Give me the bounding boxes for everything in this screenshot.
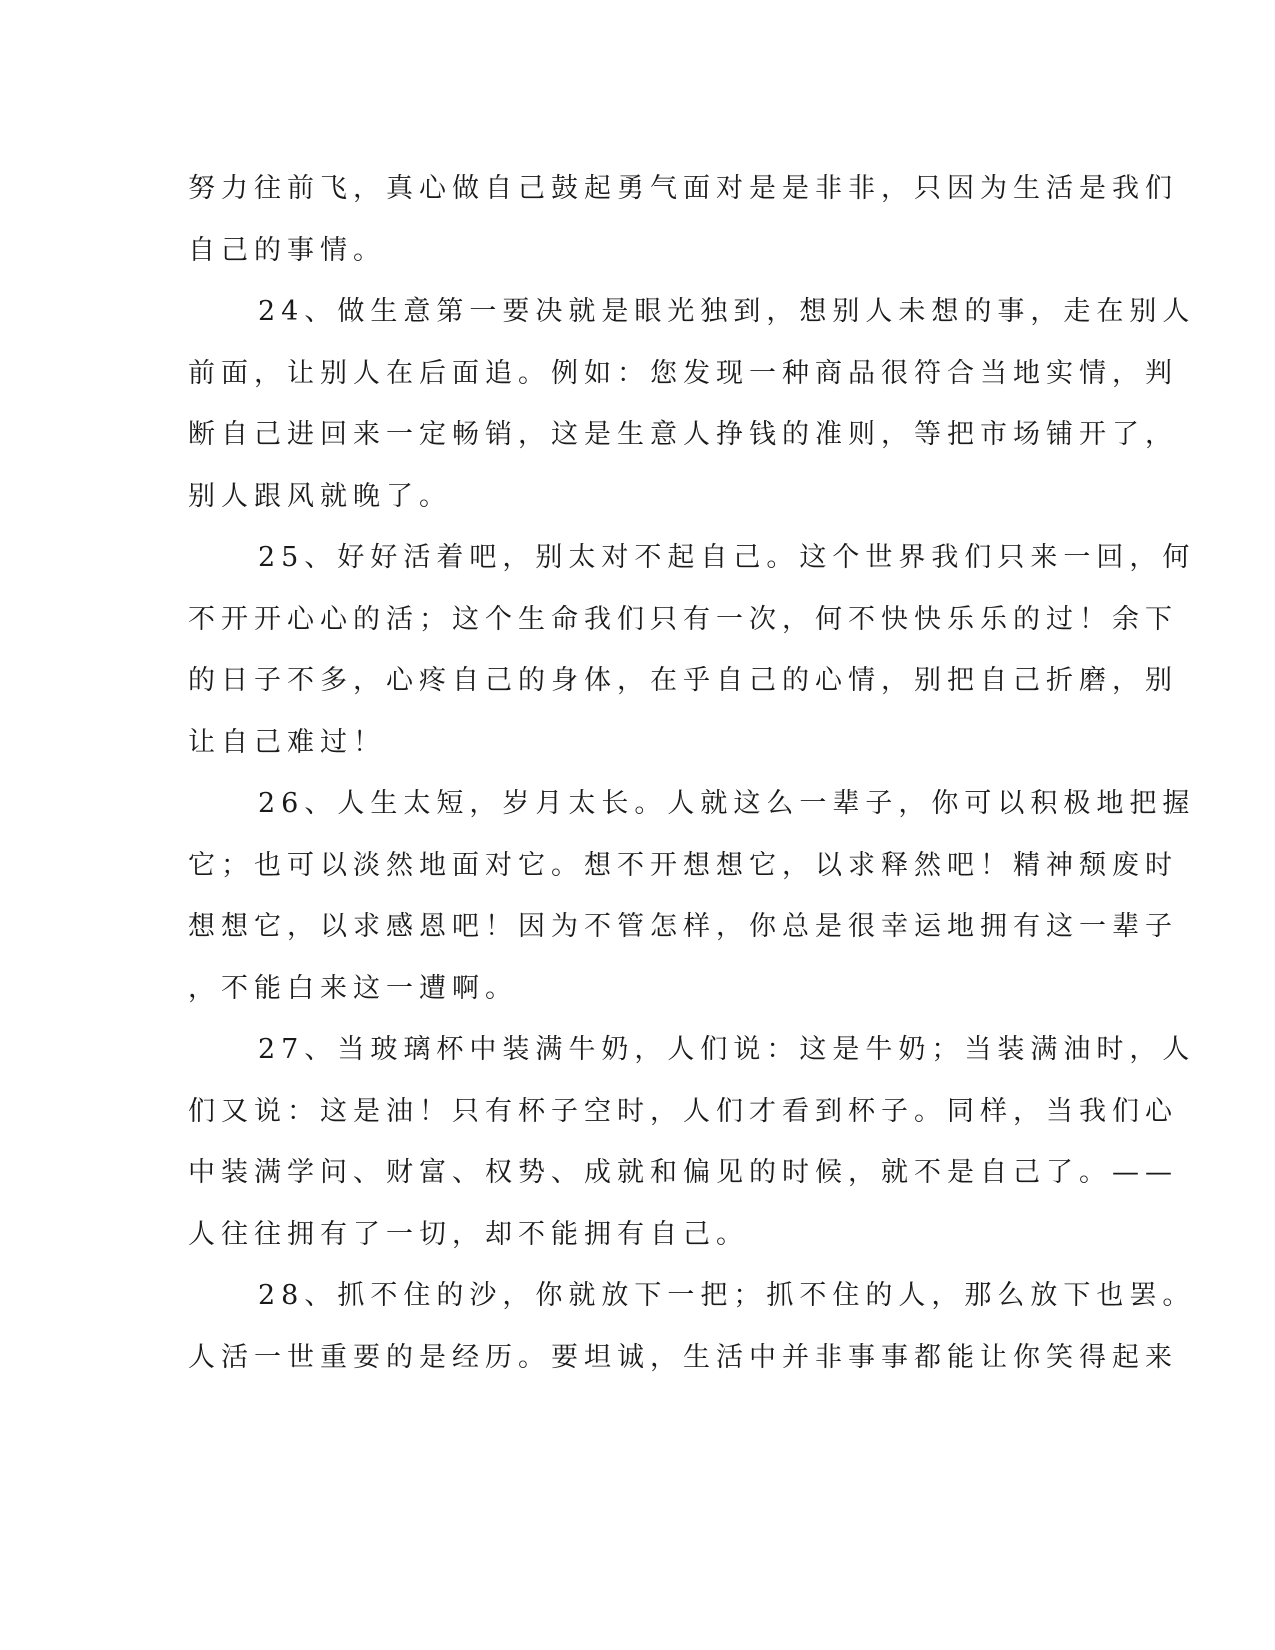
paragraph-27-start: 27、当玻璃杯中装满牛奶，人们说：这是牛奶；当装满油时，人 xyxy=(258,1034,1196,1065)
text-line: 人往往拥有了一切，却不能拥有自己。 xyxy=(188,1218,749,1250)
text-line: 想想它，以求感恩吧！因为不管怎样，你总是很幸运地拥有这一辈子 xyxy=(188,911,1178,942)
text-line: 不开开心心的活；这个生命我们只有一次，何不快快乐乐的过！余下 xyxy=(188,603,1178,635)
text-line: ，不能白来这一遭啊。 xyxy=(188,972,518,1004)
text-line: 前面，让别人在后面追。例如：您发现一种商品很符合当地实情，判 xyxy=(188,357,1178,389)
text-line: 们又说：这是油！只有杯子空时，人们才看到杯子。同样，当我们心 xyxy=(188,1095,1178,1127)
text-line: 的日子不多，心疼自己的身体，在乎自己的心情，别把自己折磨，别 xyxy=(188,665,1178,696)
text-line: 人活一世重要的是经历。要坦诚，生活中并非事事都能让你笑得起来 xyxy=(188,1341,1178,1373)
text-line: 它；也可以淡然地面对它。想不开想想它，以求释然吧！精神颓废时 xyxy=(188,849,1178,881)
document-body xyxy=(188,158,1196,1388)
text-line: 努力往前飞，真心做自己鼓起勇气面对是是非非，只因为生活是我们 xyxy=(188,173,1178,204)
paragraph-24-start: 24、做生意第一要决就是眼光独到，想别人未想的事，走在别人 xyxy=(258,296,1196,327)
text-line: 断自己进回来一定畅销，这是生意人挣钱的准则，等把市场铺开了， xyxy=(188,419,1178,450)
text-line: 中装满学问、财富、权势、成就和偏见的时候，就不是自己了。—— xyxy=(188,1157,1178,1188)
text-line: 让自己难过！ xyxy=(188,726,386,758)
paragraph-26-start: 26、人生太短，岁月太长。人就这么一辈子，你可以积极地把握 xyxy=(258,788,1196,819)
paragraph-25-start: 25、好好活着吧，别太对不起自己。这个世界我们只来一回，何 xyxy=(258,542,1196,573)
text-line: 别人跟风就晚了。 xyxy=(188,480,452,512)
text-line: 自己的事情。 xyxy=(188,234,386,266)
paragraph-28-start: 28、抓不住的沙，你就放下一把；抓不住的人，那么放下也罢。 xyxy=(258,1280,1196,1311)
